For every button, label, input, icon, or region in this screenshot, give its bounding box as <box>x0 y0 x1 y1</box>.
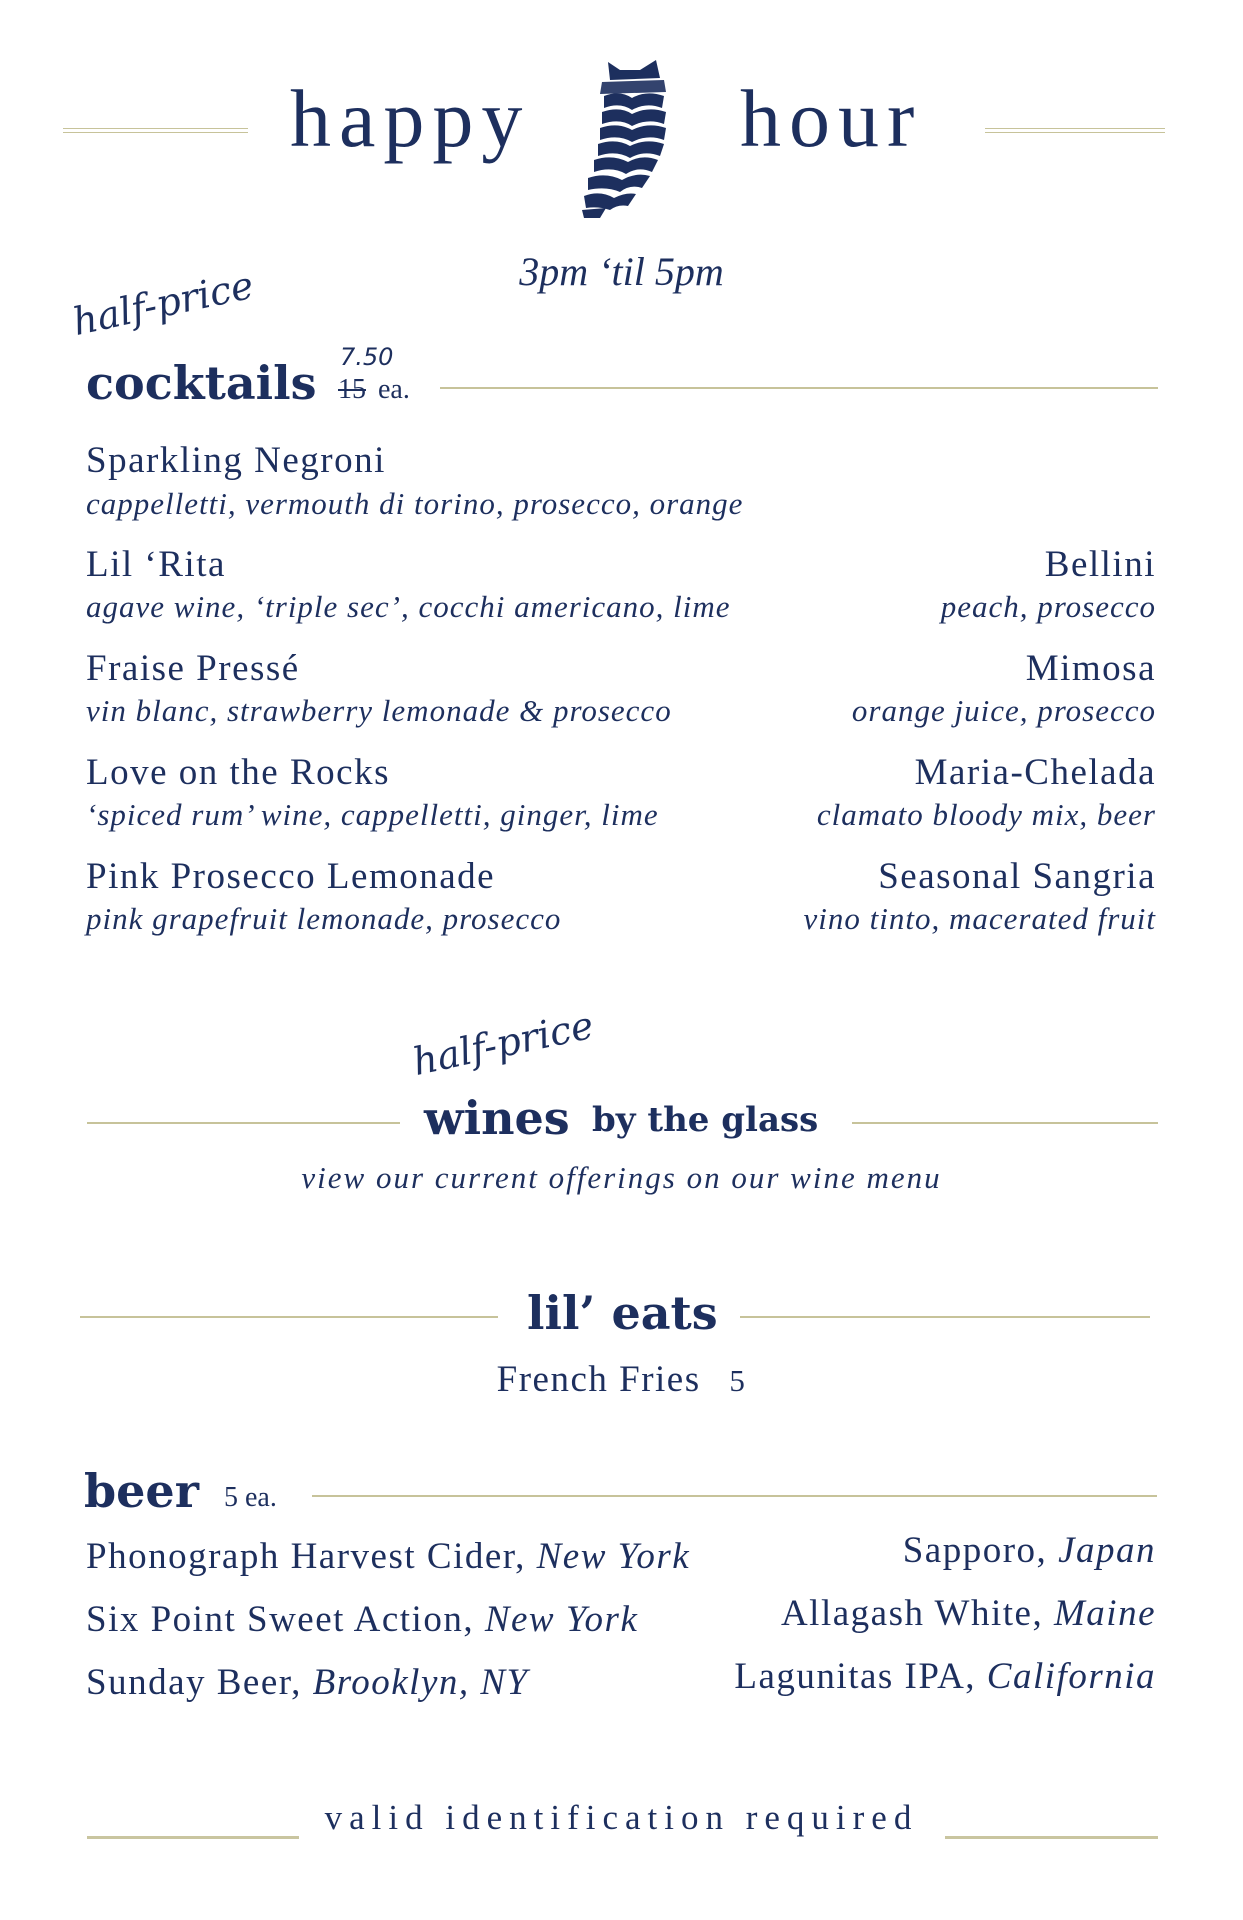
cocktails-title: cocktails <box>86 356 317 410</box>
eats-rule-right <box>740 1316 1150 1318</box>
header-rule-right <box>985 128 1165 133</box>
wines-subtitle: by the glass <box>592 1100 819 1140</box>
footer-rule-right <box>945 1836 1158 1839</box>
cocktails-unit: ea. <box>378 374 410 405</box>
beer-name: Lagunitas IPA, <box>734 1656 977 1697</box>
beer-item <box>734 1658 1156 1695</box>
cocktail-name: Sparkling Negroni <box>86 440 386 481</box>
beer-name: Six Point Sweet Action, <box>86 1599 475 1640</box>
cocktail-name: Love on the Rocks <box>86 752 390 793</box>
beer-origin: New York <box>536 1536 691 1577</box>
wines-rule-right <box>852 1122 1158 1124</box>
beer-origin: Brooklyn, NY <box>312 1662 529 1703</box>
cocktail-desc: vin blanc, strawberry lemonade & prosecco <box>86 693 672 728</box>
cocktail-name: Lil ‘Rita <box>86 544 226 585</box>
cocktail-name: Bellini <box>1044 544 1156 585</box>
header-rule-left <box>63 128 248 133</box>
cocktail-desc: peach, prosecco <box>940 589 1156 624</box>
cocktails-new-price: 7.50 <box>340 343 394 371</box>
title-hour: hour <box>740 73 923 164</box>
wines-title: wines <box>424 1091 570 1145</box>
eats-item <box>0 1358 1243 1401</box>
eats-rule-left <box>80 1316 498 1318</box>
beer-item <box>86 1538 690 1575</box>
wines-half-price-tag: half-price <box>408 1002 598 1084</box>
eats-item-price: 5 <box>729 1363 747 1398</box>
eats-title: lil’ eats <box>527 1286 718 1340</box>
footer-text: valid identification required <box>324 1798 919 1837</box>
cocktail-desc: vino tinto, macerated fruit <box>803 901 1156 936</box>
beer-origin: Japan <box>1058 1530 1156 1571</box>
cocktail-name: Seasonal Sangria <box>878 856 1156 897</box>
cocktail-desc: ‘spiced rum’ wine, cappelletti, ginger, lime <box>86 797 659 832</box>
wines-rule-left <box>87 1122 400 1124</box>
hours-text: 3pm ‘til 5pm <box>519 249 724 294</box>
owl-logo-icon <box>580 58 680 220</box>
beer-price: 5 ea. <box>224 1482 277 1513</box>
beer-origin: Maine <box>1053 1593 1156 1634</box>
cocktail-desc: orange juice, prosecco <box>851 693 1156 728</box>
cocktail-desc: pink grapefruit lemonade, prosecco <box>86 901 562 936</box>
beer-name: Sapporo, <box>902 1530 1048 1571</box>
beer-origin: New York <box>484 1599 639 1640</box>
cocktail-desc: agave wine, ‘triple sec’, cocchi americano, lime <box>86 589 731 624</box>
cocktail-desc: clamato bloody mix, beer <box>816 797 1156 832</box>
beer-origin: California <box>986 1656 1156 1697</box>
beer-item <box>86 1664 529 1701</box>
beer-item <box>903 1532 1156 1569</box>
beer-name: Sunday Beer, <box>86 1662 302 1703</box>
cocktails-old-price: 15 <box>338 374 366 405</box>
title-happy: happy <box>290 73 531 164</box>
beer-name: Allagash White, <box>780 1593 1044 1634</box>
cocktail-desc: cappelletti, vermouth di torino, prosecco, orange <box>86 486 744 521</box>
cocktails-half-price-tag: half-price <box>68 262 258 344</box>
cocktail-name: Maria-Chelada <box>914 752 1156 793</box>
cocktail-name: Fraise Pressé <box>86 648 300 689</box>
beer-name: Phonograph Harvest Cider, <box>86 1536 526 1577</box>
wines-note: view our current offerings on our wine menu <box>301 1160 942 1195</box>
cocktail-name: Pink Prosecco Lemonade <box>86 856 496 897</box>
beer-rule <box>312 1495 1157 1497</box>
beer-item <box>781 1595 1156 1632</box>
eats-item-name: French Fries <box>496 1359 701 1400</box>
beer-title: beer <box>84 1464 199 1518</box>
beer-item <box>86 1601 638 1638</box>
cocktails-rule <box>440 387 1158 389</box>
cocktail-name: Mimosa <box>1025 648 1156 689</box>
